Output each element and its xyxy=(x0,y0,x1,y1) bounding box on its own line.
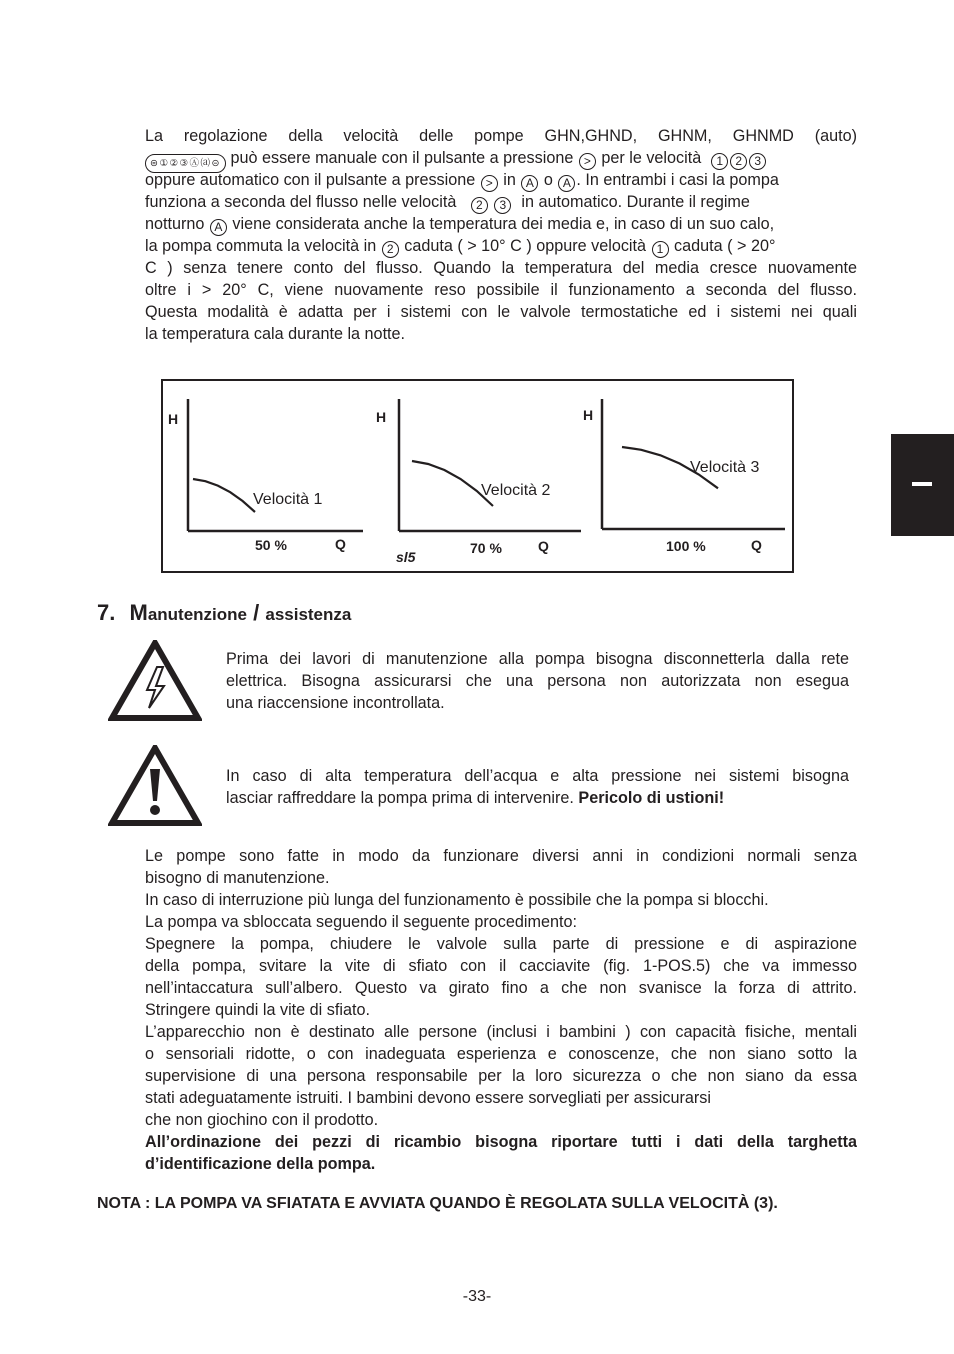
speed-2-icon: 2 xyxy=(730,153,747,170)
intro-line-7: C ) senza tenere conto del flusso. Quando la temperatura del media cresce nuovamente xyxy=(145,259,857,277)
speed-1-icon: 1 xyxy=(652,241,669,258)
speed-curves-svg xyxy=(163,381,792,571)
speed-3-icon: 3 xyxy=(494,197,511,214)
chart-3-xlabel: Q xyxy=(751,537,762,553)
chart-1 xyxy=(168,399,363,553)
arrow-button-icon: > xyxy=(579,153,596,170)
page-number: -33- xyxy=(462,1288,492,1305)
speed-1-icon: 1 xyxy=(711,153,728,170)
chart-1-tick-label: 50 % xyxy=(255,537,287,553)
intro-line-1: La regolazione della velocità delle pompe GHN,GHND, GHNM, GHNMD (auto) xyxy=(145,127,857,145)
chart-3 xyxy=(583,399,785,554)
chart-2 xyxy=(376,399,581,556)
chart-2-annotation: Velocità 2 xyxy=(481,482,551,499)
chart-1-xlabel: Q xyxy=(335,536,346,552)
intro-line-6: la pompa commuta la velocità in 2 caduta ( > 10° C ) oppure velocità 1 caduta ( > 20° xyxy=(145,237,776,256)
electric-hazard-icon xyxy=(108,640,202,722)
speed-selector-pill: ⊜①②③Ⓐ⒜⊝ xyxy=(145,154,226,173)
chart-2-ylabel: H xyxy=(376,409,387,425)
night-mode-icon: A xyxy=(210,219,227,236)
auto-mode-icon: A xyxy=(521,175,538,192)
intro-line-3: oppure automatico con il pulsante a pressione > in A o A . In entrambi i casi la pompa xyxy=(145,171,779,190)
section-title: Manutenzione / assistenza xyxy=(129,600,352,625)
intro-line-9: Questa modalità è adatta per i sistemi con le valvole termostatiche ed i sistemi nei quali xyxy=(145,303,857,321)
speed-2-icon: 2 xyxy=(382,241,399,258)
chart-1-ylabel: H xyxy=(168,411,179,427)
intro-line-4: funziona a seconda del flusso nelle velocità 2 3 in automatico. Durante il regime xyxy=(145,193,750,212)
intro-line-10: la temperatura cala durante la notte. xyxy=(145,325,406,343)
chart-2-xlabel: Q xyxy=(538,538,549,554)
figure-caption: sl5 xyxy=(396,549,416,565)
chart-1-series-line xyxy=(193,479,255,512)
speed-2-icon: 2 xyxy=(471,197,488,214)
speed-3-icon: 3 xyxy=(749,153,766,170)
section-number: 7. xyxy=(97,600,116,625)
intro-line-8: oltre i > 20° C, viene nuovamente reso possibile il funzionamento a seconda del flusso. xyxy=(145,281,857,299)
chart-1-annotation: Velocità 1 xyxy=(253,491,323,508)
warning-icon xyxy=(108,745,202,827)
intro-paragraph xyxy=(145,125,857,345)
arrow-button-icon: > xyxy=(481,175,498,192)
side-tab-mark xyxy=(912,482,932,486)
chart-2-tick-label: 70 % xyxy=(470,540,502,556)
heat-warning-text: In caso di alta temperatura dell’acqua e alta pressione nei sistemi bisogna lasciar raffreddare la pompa prima di intervenire. Pericolo di ustioni! xyxy=(226,767,849,807)
electric-warning-text: Prima dei lavori di manutenzione alla pompa bisogna disconnetterla dalla rete elettrica. Bisogna assicurarsi che una persona non autorizzata non esegua una riaccensione incontrollata. xyxy=(226,650,849,712)
nota-text: NOTA : LA POMPA VA SFIATATA E AVVIATA QUANDO È REGOLATA SULLA VELOCITÀ (3). xyxy=(97,1195,778,1212)
chart-3-annotation: Velocità 3 xyxy=(690,459,760,476)
intro-line-5: notturno A viene considerata anche la temperatura dei media e, in caso di un suo calo, xyxy=(145,215,775,234)
section-heading xyxy=(97,600,351,626)
night-mode-icon: A xyxy=(558,175,575,192)
speed-curves-figure xyxy=(161,379,794,573)
chart-3-ylabel: H xyxy=(583,407,594,423)
intro-line-2: ⊜①②③Ⓐ⒜⊝ può essere manuale con il pulsante a pressione > per le velocità 1 2 3 xyxy=(145,147,857,169)
maintenance-body: Le pompe sono fatte in modo da funzionare diversi anni in condizioni normali senza bisogno di manutenzione. In caso di interruzione più lunga del funzionamento è possibile che la pompa si blocchi. La pompa va sbloccata seguendo il seguente procedimento: Spegnere la pompa, chiudere le valvole sulla parte di pressione e di aspirazione della pompa, svitare la vite di sfiato con il cacciavite (fig. 1-POS.5) che va immesso nell’intaccatura sull’albero. Questo va girato fino a che non svanisce la forza di attrito. Stringere quindi la vite di sfiato. L’apparecchio non è destinato alle persone (inclusi i bambini ) con capacità fisiche, mentali o sensoriali ridotte, o con inadeguata esperienza e conoscenze, che non siano sotto la supervisione di una persona responsabile per la loro sicurezza o che non siano da essa stati adeguatamente istruiti. I bambini devono essere sorvegliati per assicurarsi che non giochino con il prodotto. All’ordinazione dei pezzi di ricambio bisogna riportare tutti i dati della targhetta d’identificazione della pompa. xyxy=(145,847,857,1173)
chart-3-tick-label: 100 % xyxy=(666,538,706,554)
